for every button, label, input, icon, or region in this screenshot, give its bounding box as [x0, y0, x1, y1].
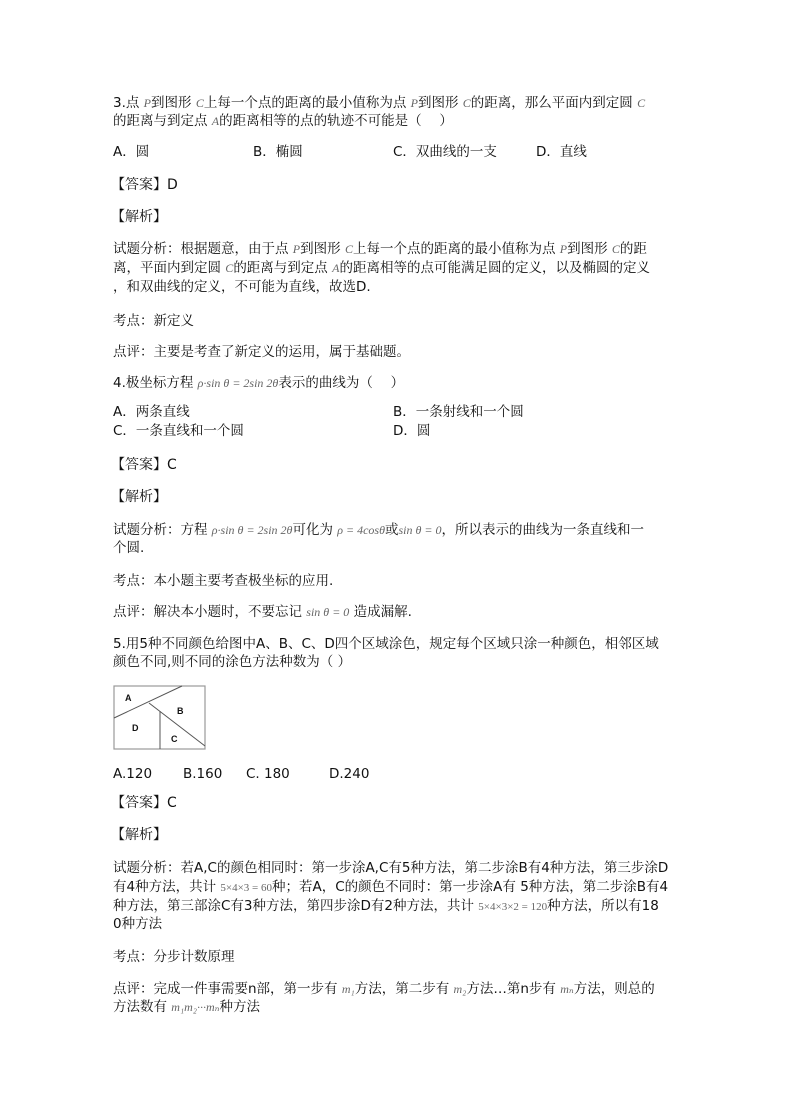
text: 的距离与到定点: [113, 113, 212, 129]
q4-option-a: A．两条直线: [113, 404, 190, 420]
q5-analysis-line4: 0种方法: [113, 916, 163, 932]
math-var: C: [344, 242, 353, 256]
q4-stem: [113, 374, 404, 392]
q4-dianping: [113, 603, 412, 621]
q5-option-c: C. 180: [246, 766, 290, 782]
text: 点评：解决本小题时，不要忘记: [113, 604, 307, 620]
math-var: A: [211, 114, 220, 128]
text: ，所以表示的曲线为一条直线和一: [441, 522, 644, 538]
text: 或: [385, 522, 399, 538]
text: 种方法，第三部涂C有3种方法，第四步涂D有2种方法，共计: [113, 898, 479, 914]
q4-answer: 【答案】C: [111, 457, 177, 473]
text: 到图形: [151, 95, 196, 111]
math-formula: m₁m₂···mₙ: [171, 1000, 220, 1014]
text: 种；若A，C的颜色不同时：第一步涂A有 5种方法，第二步涂B有4: [272, 879, 669, 895]
text: 种方法，所以有18: [547, 898, 659, 914]
q3-option-b: B．椭圆: [253, 144, 303, 160]
diagram-label-a: A: [125, 693, 132, 703]
diagram-label-b: B: [177, 706, 184, 716]
math-formula: 5×4×3 = 60: [220, 882, 273, 894]
math-var: P: [292, 242, 301, 256]
math-formula: ρ = 4cosθ: [337, 523, 385, 537]
q5-option-d: D.240: [329, 766, 370, 782]
text: 到图形: [567, 241, 612, 257]
text: 表示的曲线为（ ）: [278, 375, 405, 391]
q3-analysis-heading: 【解析】: [111, 209, 167, 225]
math-var: C: [611, 242, 620, 256]
text: 方法，第二步有: [354, 981, 454, 997]
math-var: mₙ: [560, 982, 574, 996]
math-var: C: [225, 261, 234, 275]
q4-analysis-line1: [113, 521, 644, 539]
q5-stem-line2: 颜色不同,则不同的涂色方法种数为（ ）: [113, 654, 352, 670]
diagram-label-c: C: [171, 734, 178, 744]
region-diagram: [112, 684, 210, 754]
q5-dianping-line1: [113, 980, 655, 998]
text: 离，平面内到定圆: [113, 260, 226, 276]
math-var: P: [410, 96, 418, 110]
q5-option-b: B.160: [183, 766, 223, 782]
q4-option-c: C．一条直线和一个圆: [113, 423, 244, 439]
q3-option-a: A．圆: [113, 144, 150, 160]
math-var: C: [462, 96, 471, 110]
q3-option-c: C．双曲线的一支: [393, 144, 497, 160]
q5-analysis-line1: 试题分析：若A,C的颜色相同时：第一步涂A,C有5种方法，第二步涂B有4种方法，第三步涂D: [113, 860, 669, 876]
text: 有4种方法，共计: [113, 879, 221, 895]
text: 4.极坐标方程: [113, 375, 198, 391]
q3-dianping: 点评：主要是考查了新定义的运用，属于基础题。: [113, 344, 410, 360]
q4-option-d: D．圆: [393, 423, 431, 439]
text: 可化为: [292, 522, 338, 538]
text: 方法…第n步有: [466, 981, 561, 997]
q5-stem-line1: 5.用5种不同颜色给图中A、B、C、D四个区域涂色，规定每个区域只涂一种颜色，相邻区域: [113, 636, 659, 652]
text: 方法数有: [113, 999, 172, 1015]
math-var: A: [332, 261, 340, 275]
q5-analysis-heading: 【解析】: [111, 827, 167, 843]
q4-analysis-line2: 个圆.: [113, 540, 145, 556]
text: 试题分析：根据题意，由于点: [113, 241, 293, 257]
q3-option-d: D．直线: [536, 144, 587, 160]
q4-option-b: B．一条射线和一个圆: [393, 404, 524, 420]
text: 的距离相等的点可能满足圆的定义，以及椭圆的定义: [339, 260, 650, 276]
text: 上每一个点的距离的最小值称为点: [352, 241, 560, 257]
q3-analysis-line1: [113, 240, 647, 258]
q4-analysis-heading: 【解析】: [111, 489, 167, 505]
math-formula: sin θ = 0: [306, 605, 350, 619]
math-formula: 5×4×3×2 = 120: [478, 901, 548, 913]
q4-kaodian: 考点：本小题主要考查极坐标的应用.: [113, 573, 334, 589]
text: 点评：完成一件事需要n部，第一步有: [113, 981, 342, 997]
math-formula: ρ·sin θ = 2sin 2θ: [211, 523, 293, 537]
text: 造成漏解.: [349, 604, 412, 620]
q5-kaodian: 考点：分步计数原理: [113, 949, 235, 965]
q3-analysis-line2: [113, 259, 650, 277]
q3-stem-line2: [113, 112, 453, 130]
text: 试题分析：方程: [113, 522, 212, 538]
math-var: C: [195, 96, 204, 110]
text: 到图形: [300, 241, 345, 257]
q3-kaodian: 考点：新定义: [113, 313, 194, 329]
text: 到图形: [417, 95, 463, 111]
text: 种方法: [219, 999, 261, 1015]
math-var: P: [143, 96, 152, 110]
math-var: C: [637, 96, 646, 110]
math-formula: sin θ = 0: [398, 523, 442, 537]
math-formula: ρ·sin θ = 2sin 2θ: [197, 376, 279, 390]
q5-dianping-line2: [113, 998, 260, 1016]
math-var: P: [559, 242, 568, 256]
q5-analysis-line2: [113, 878, 668, 896]
text: 的距离，那么平面内到定圆: [470, 95, 638, 111]
q5-answer: 【答案】C: [111, 795, 177, 811]
text: 的距: [619, 241, 647, 257]
math-var: m₁: [341, 982, 355, 996]
text: 的距离与到定点: [233, 260, 333, 276]
text: 上每一个点的距离的最小值称为点: [203, 95, 411, 111]
text: 方法，则总的: [573, 981, 655, 997]
q5-option-a: A.120: [113, 766, 153, 782]
text: 3.点: [113, 95, 144, 111]
diagram-label-d: D: [132, 723, 139, 733]
q5-analysis-line3: [113, 897, 659, 915]
q3-answer: 【答案】D: [111, 177, 178, 193]
text: 的距离相等的点的轨迹不可能是（ ）: [219, 113, 453, 129]
q3-stem-line1: [113, 94, 645, 112]
math-var: m₂: [453, 982, 467, 996]
q3-analysis-line3: ，和双曲线的定义，不可能为直线，故选D.: [113, 279, 371, 295]
